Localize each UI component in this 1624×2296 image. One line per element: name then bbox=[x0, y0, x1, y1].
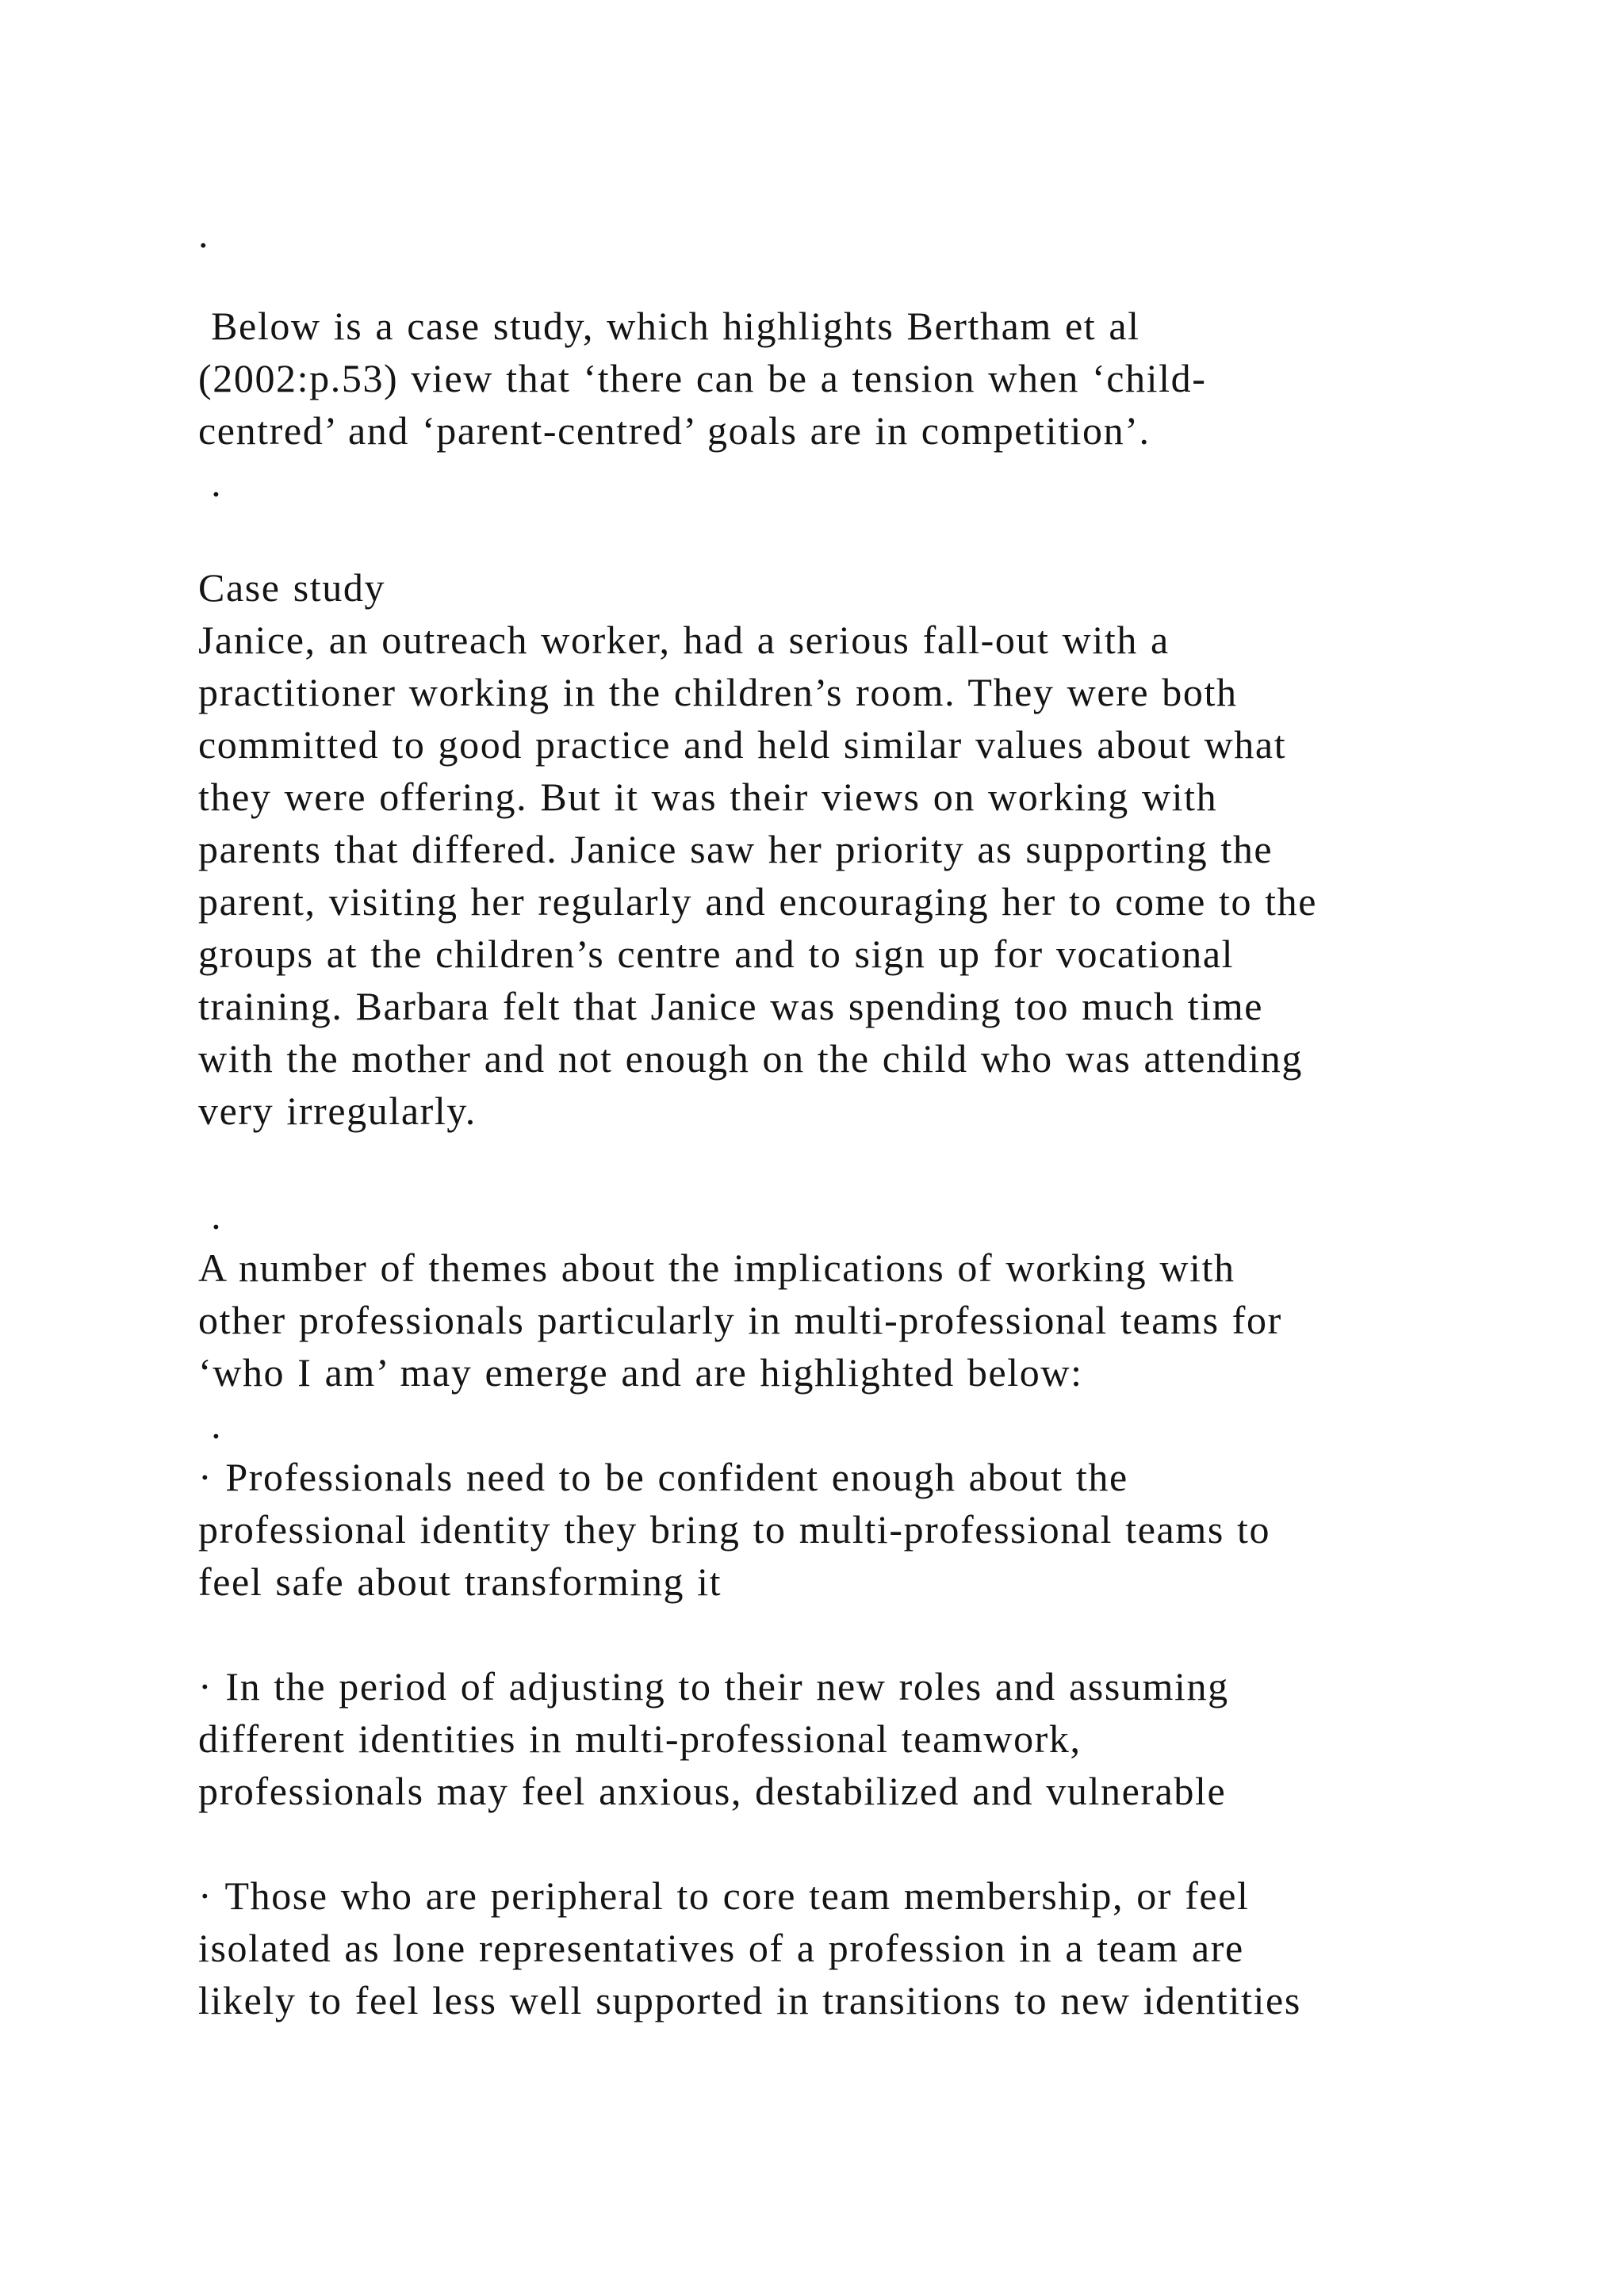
themes-line-2: other professionals particularly in multi-professional teams for bbox=[198, 1298, 1282, 1342]
themes-line-1: A number of themes about the implications of working with bbox=[198, 1246, 1235, 1290]
case-study-line-5: parents that differed. Janice saw her priority as supporting the bbox=[198, 827, 1274, 871]
separator-dot: . bbox=[198, 1402, 223, 1447]
separator-dot: . bbox=[198, 1193, 223, 1238]
separator-dot: . bbox=[198, 212, 210, 256]
intro-line-1: Below is a case study, which highlights Bertham et al bbox=[198, 304, 1140, 348]
intro-line-2: (2002:p.53) view that ‘there can be a tension when ‘child- bbox=[198, 356, 1207, 400]
case-study-line-10: very irregularly. bbox=[198, 1089, 477, 1133]
case-study-line-2: practitioner working in the children’s room. They were both bbox=[198, 670, 1238, 714]
intro-line-3: centred’ and ‘parent-centred’ goals are in competition’. bbox=[198, 408, 1151, 453]
case-study-line-8: training. Barbara felt that Janice was spending too much time bbox=[198, 984, 1264, 1028]
separator-dot: . bbox=[198, 461, 223, 505]
bullet-1-line-1: · Professionals need to be confident enough about the bbox=[198, 1455, 1128, 1499]
bullet-2-line-3: professionals may feel anxious, destabilized and vulnerable bbox=[198, 1769, 1227, 1813]
bullet-1-line-3: feel safe about transforming it bbox=[198, 1559, 722, 1604]
case-study-line-6: parent, visiting her regularly and encouraging her to come to the bbox=[198, 879, 1318, 924]
themes-line-3: ‘who I am’ may emerge and are highlighted below: bbox=[198, 1350, 1083, 1395]
case-study-line-7: groups at the children’s centre and to sign up for vocational bbox=[198, 932, 1235, 976]
case-study-line-9: with the mother and not enough on the child who was attending bbox=[198, 1036, 1303, 1081]
bullet-3-line-1: · Those who are peripheral to core team membership, or feel bbox=[198, 1873, 1250, 1918]
bullet-3-line-2: isolated as lone representatives of a profession in a team are bbox=[198, 1926, 1244, 1970]
case-study-line-3: committed to good practice and held similar values about what bbox=[198, 722, 1287, 767]
case-study-line-4: they were offering. But it was their views on working with bbox=[198, 775, 1218, 819]
case-study-heading: Case study bbox=[198, 565, 386, 610]
bullet-2-line-1: · In the period of adjusting to their new roles and assuming bbox=[198, 1664, 1229, 1709]
bullet-1-line-2: professional identity they bring to multi-professional teams to bbox=[198, 1507, 1271, 1552]
bullet-3-line-3: likely to feel less well supported in transitions to new identities bbox=[198, 1978, 1301, 2022]
case-study-line-1: Janice, an outreach worker, had a serious fall-out with a bbox=[198, 618, 1170, 662]
bullet-2-line-2: different identities in multi-professional teamwork, bbox=[198, 1716, 1082, 1761]
